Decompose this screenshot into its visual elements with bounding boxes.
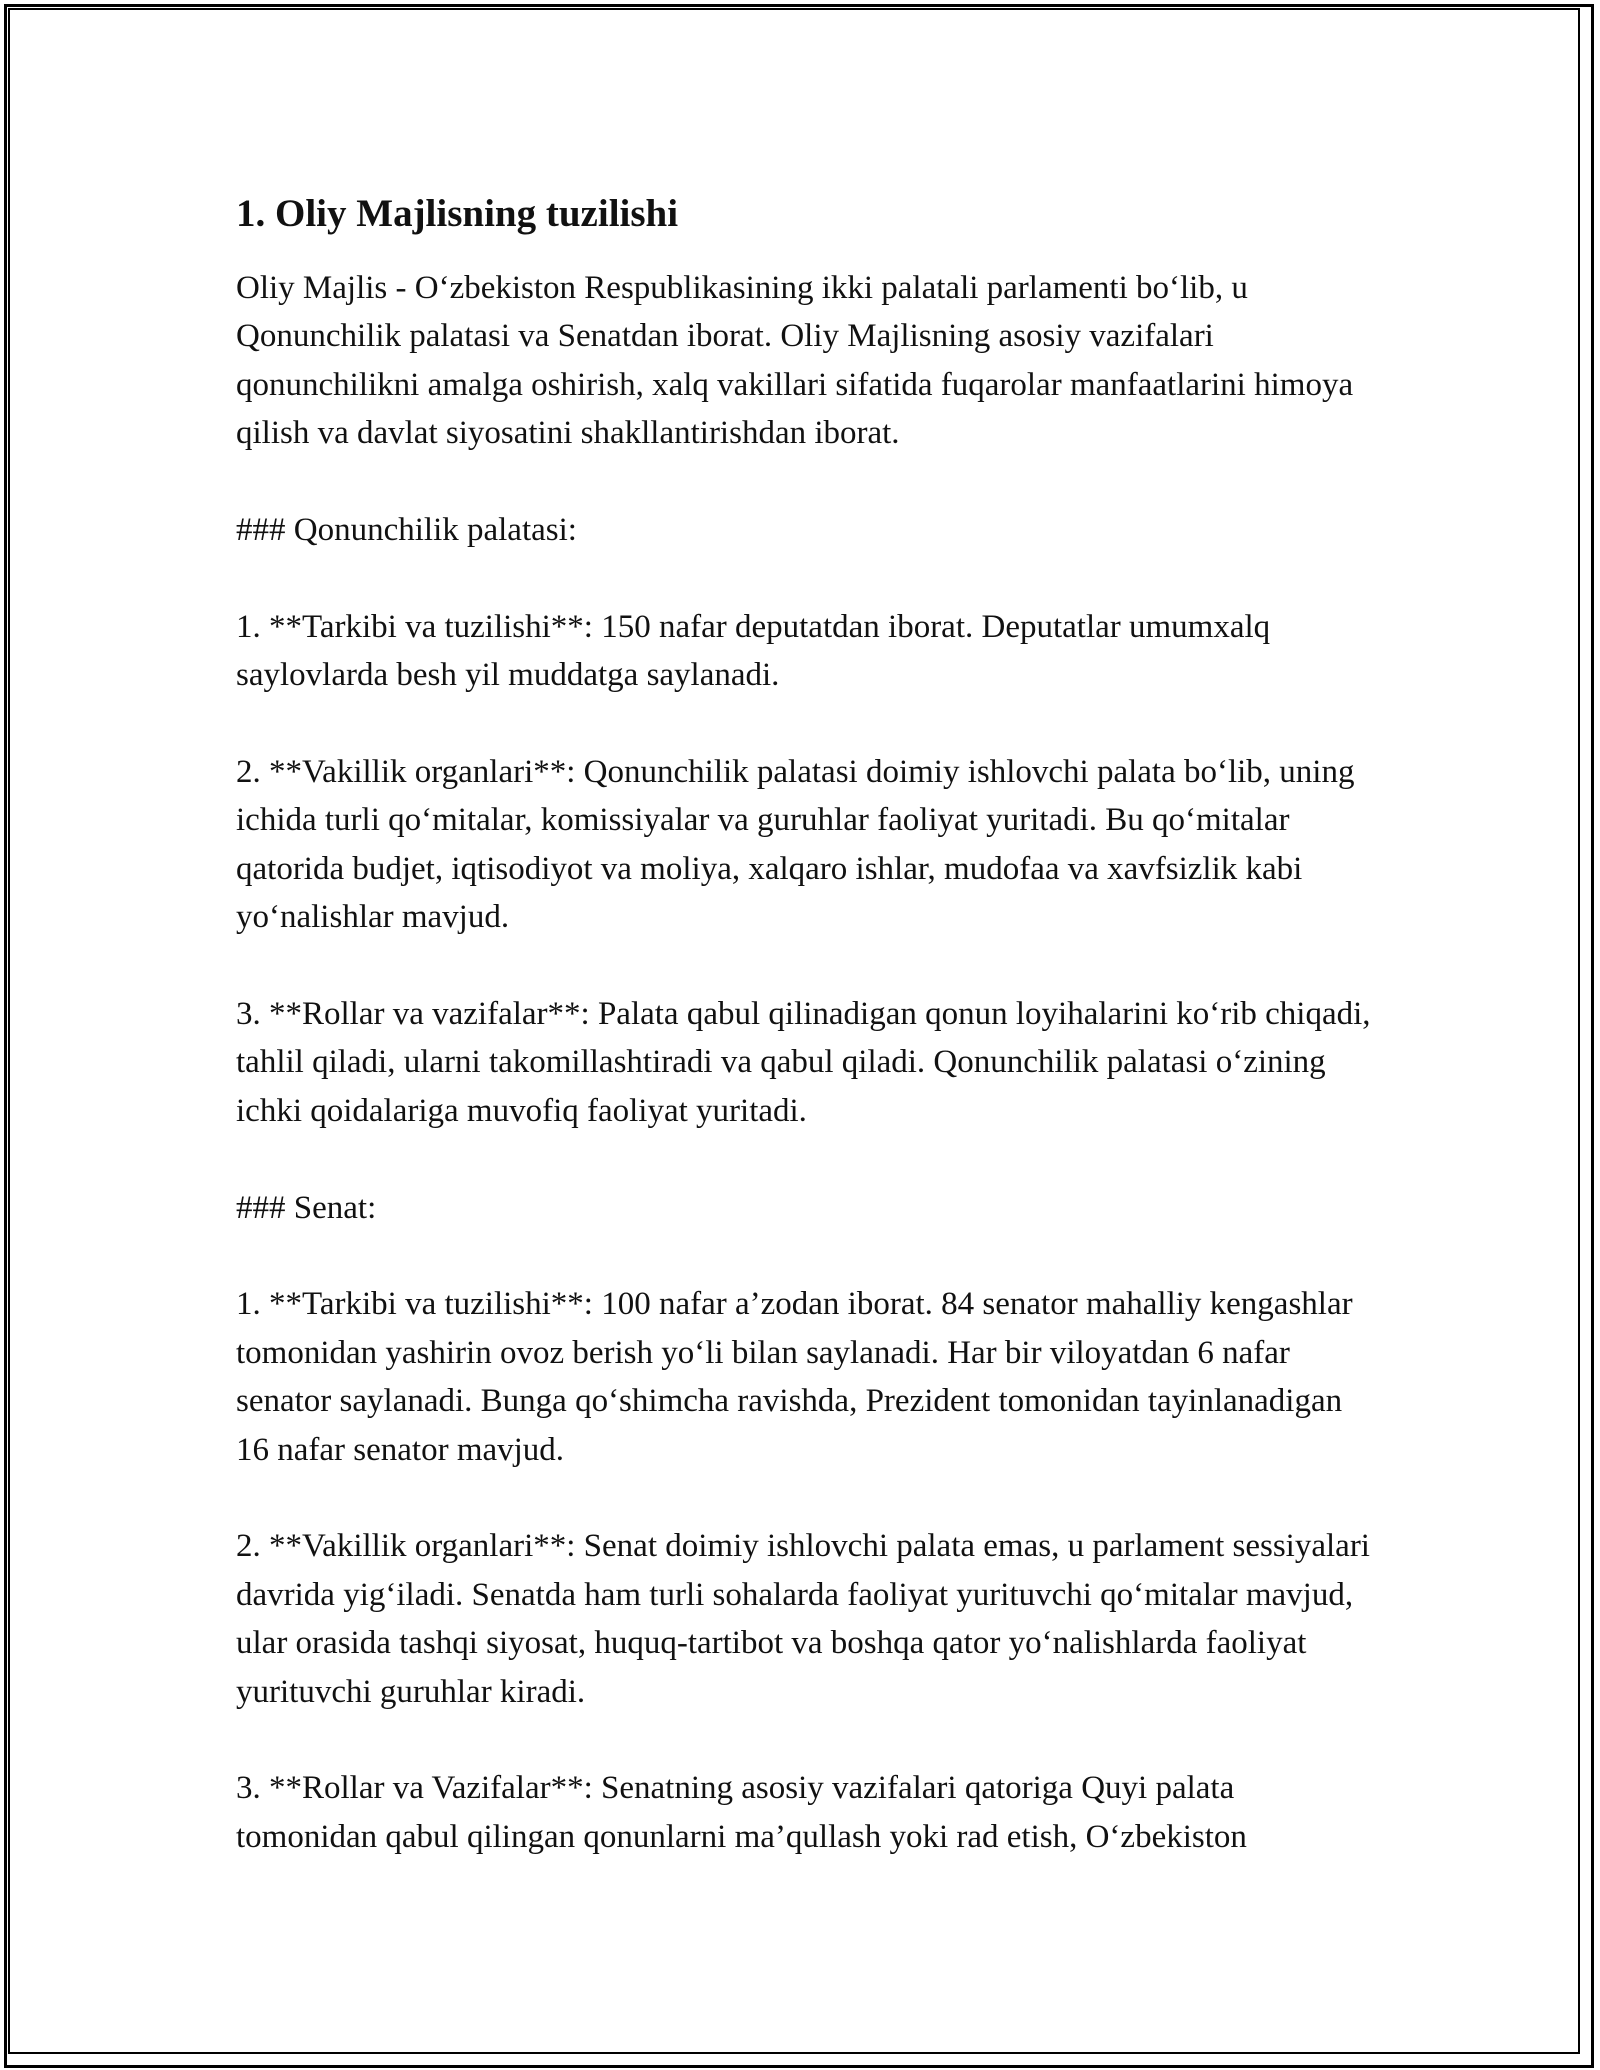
spacer [236, 1135, 1376, 1183]
section-heading-senat: ### Senat: [236, 1189, 377, 1226]
list-item-senat-3: 3. **Rollar va Vazifalar**: Senatning asosiy vazifalari qatoriga Quyi palata tomonidan qabul qilingan qonunlarni ma’qullash yoki rad etish, O‘zbekiston [236, 1770, 1247, 1855]
spacer [236, 1474, 1376, 1522]
list-item-qonunchilik-3: 3. **Rollar va vazifalar**: Palata qabul qilinadigan qonun loyihalarini ko‘rib chiqadi, tahlil qiladi, ularni takomillashtiradi va qabul qiladi. Qonunchilik palatasi o‘zining ichki qoidalariga muvofiq faoliyat yuritadi. [236, 996, 1371, 1129]
spacer [236, 942, 1376, 990]
intro-paragraph: Oliy Majlis - O‘zbekiston Respublikasining ikki palatali parlamenti bo‘lib, u Qonunchilik palatasi va Senatdan iborat. Oliy Majlisning asosiy vazifalari qonunchilikni amalga oshirish, xalq vakillari sifatida fuqarolar manfaatlarini himoya qilish va davlat siyosatini shakllantirishdan iborat. [236, 270, 1354, 452]
document-title: 1. Oliy Majlisning tuzilishi [236, 192, 679, 235]
list-item-qonunchilik-2: 2. **Vakillik organlari**: Qonunchilik palatasi doimiy ishlovchi palata bo‘lib, uning ichida turli qo‘mitalar, komissiyalar va guruhlar faoliyat yuritadi. Bu qo‘mitalar qatorida budjet, iqtisodiyot va moliya, xalqaro ishlar, mudofaa va xavfsizlik kabi yo‘nalishlar mavjud. [236, 754, 1355, 936]
list-item-senat-2: 2. **Vakillik organlari**: Senat doimiy ishlovchi palata emas, u parlament sessiyalari davrida yig‘iladi. Senatda ham turli sohalarda faoliyat yurituvchi qo‘mitalar mavjud, ular orasida tashqi siyosat, huquq-tartibot va boshqa qator yo‘nalishlarda faoliyat yurituvchi guruhlar kiradi. [236, 1528, 1370, 1710]
spacer [236, 1716, 1376, 1764]
spacer [236, 554, 1376, 602]
spacer [236, 458, 1376, 506]
list-item-senat-1: 1. **Tarkibi va tuzilishi**: 100 nafar a’zodan iborat. 84 senator mahalliy kengashlar tomonidan yashirin ovoz berish yo‘li bilan saylanadi. Har bir viloyatdan 6 nafar senator saylanadi. Bunga qo‘shimcha ravishda, Prezident tomonidan tayinlanadigan 16 nafar senator mavjud. [236, 1286, 1353, 1468]
spacer [236, 1232, 1376, 1280]
spacer [236, 700, 1376, 748]
section-heading-qonunchilik: ### Qonunchilik palatasi: [236, 512, 577, 549]
document-body [236, 188, 1376, 1861]
list-item-qonunchilik-1: 1. **Tarkibi va tuzilishi**: 150 nafar deputatdan iborat. Deputatlar umumxalq saylovlarda besh yil muddatga saylanadi. [236, 608, 1271, 694]
